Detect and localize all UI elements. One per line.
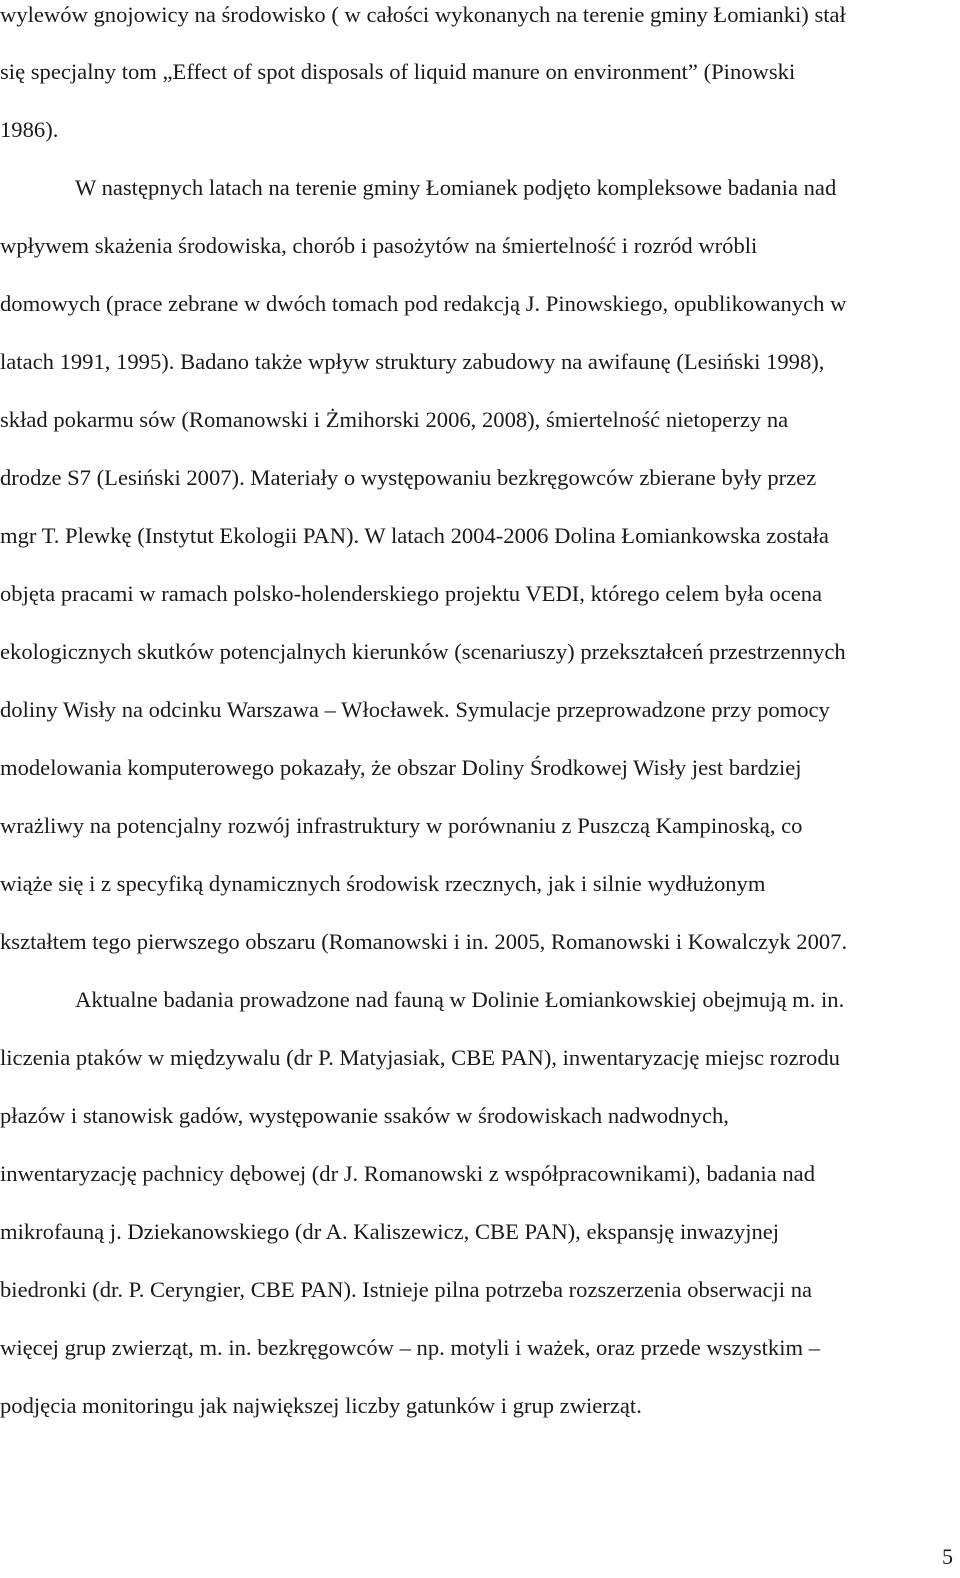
text-line: domowych (prace zebrane w dwóch tomach pod redakcją J. Pinowskiego, opublikowanych w <box>0 291 847 316</box>
text-line: skład pokarmu sów (Romanowski i Żmihorski 2006, 2008), śmiertelność nietoperzy na <box>0 407 789 432</box>
text-line: modelowania komputerowego pokazały, że obszar Doliny Środkowej Wisły jest bardziej <box>0 755 802 780</box>
text-line: podjęcia monitoringu jak największej liczby gatunków i grup zwierząt. <box>0 1393 642 1418</box>
text-line: liczenia ptaków w międzywalu (dr P. Matyjasiak, CBE PAN), inwentaryzację miejsc rozrodu <box>0 1045 840 1070</box>
text-line: płazów i stanowisk gadów, występowanie ssaków w środowiskach nadwodnych, <box>0 1103 729 1128</box>
text-line: objęta pracami w ramach polsko-holenderskiego projektu VEDI, którego celem była ocena <box>0 581 823 606</box>
text-line: drodze S7 (Lesiński 2007). Materiały o występowaniu bezkręgowców zbierane były przez <box>0 465 817 490</box>
text-line: kształtem tego pierwszego obszaru (Romanowski i in. 2005, Romanowski i Kowalczyk 2007. <box>0 929 848 954</box>
text-line: wpływem skażenia środowiska, chorób i pasożytów na śmiertelność i rozród wróbli <box>0 233 758 258</box>
text-line: biedronki (dr. P. Ceryngier, CBE PAN). Istnieje pilna potrzeba rozszerzenia obserwacji na <box>0 1277 813 1302</box>
text-line: doliny Wisły na odcinku Warszawa – Włocławek. Symulacje przeprowadzone przy pomocy <box>0 697 830 722</box>
text-line: wiąże się i z specyfiką dynamicznych środowisk rzecznych, jak i silnie wydłużonym <box>0 871 766 896</box>
text-line: wylewów gnojowicy na środowisko ( w całości wykonanych na terenie gminy Łomianki) stał <box>0 2 846 27</box>
page-number: 5 <box>942 1544 953 1569</box>
text-line: ekologicznych skutków potencjalnych kierunków (scenariuszy) przekształceń przestrzennych <box>0 639 846 664</box>
text-line: mgr T. Plewkę (Instytut Ekologii PAN). W latach 2004-2006 Dolina Łomiankowska została <box>0 523 829 548</box>
text-line: się specjalny tom „Effect of spot disposals of liquid manure on environment” (Pinowski <box>0 59 796 84</box>
text-line: 1986). <box>0 117 59 142</box>
text-line: więcej grup zwierząt, m. in. bezkręgowców – np. motyli i ważek, oraz przede wszystkim – <box>0 1335 820 1360</box>
text-line: latach 1991, 1995). Badano także wpływ struktury zabudowy na awifaunę (Lesiński 1998), <box>0 349 825 374</box>
text-line: inwentaryzację pachnicy dębowej (dr J. Romanowski z współpracownikami), badania nad <box>0 1161 815 1186</box>
text-line: W następnych latach na terenie gminy Łomianek podjęto kompleksowe badania nad <box>75 175 837 200</box>
text-line: wrażliwy na potencjalny rozwój infrastruktury w porównaniu z Puszczą Kampinoską, co <box>0 813 803 838</box>
text-line: Aktualne badania prowadzone nad fauną w Dolinie Łomiankowskiej obejmują m. in. <box>75 987 845 1012</box>
text-line: mikrofauną j. Dziekanowskiego (dr A. Kaliszewicz, CBE PAN), ekspansję inwazyjnej <box>0 1219 780 1244</box>
